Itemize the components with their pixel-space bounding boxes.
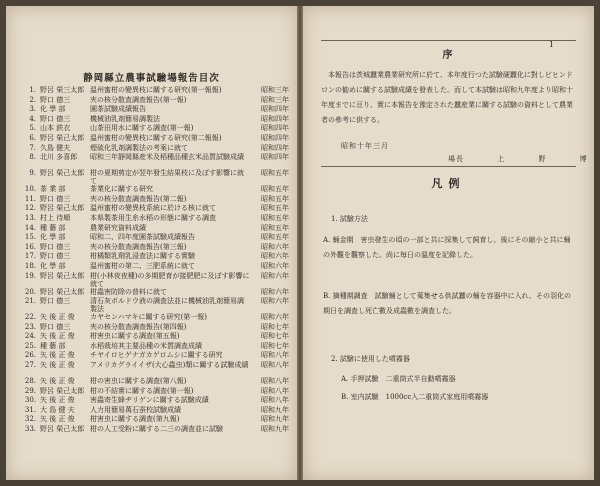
toc-year: 昭和五年	[261, 185, 289, 194]
toc-year: 昭和七年	[261, 322, 289, 331]
page-number: 1	[548, 40, 554, 49]
toc-row	[16, 297, 289, 313]
toc-number: 6.	[29, 133, 36, 142]
toc-title: カヤセンハマキに關する研究(第一報)	[90, 313, 207, 322]
toc-year: 昭和六年	[261, 271, 289, 280]
toc-number: 11.	[24, 194, 36, 203]
toc-number: 31.	[24, 405, 36, 414]
toc-year: 昭和七年	[261, 341, 289, 350]
toc-author: 野呂 榮己太郎	[40, 133, 85, 142]
toc-year: 昭和五年	[261, 169, 289, 178]
toc-author: 矢 後 正 俊	[40, 332, 75, 341]
toc-year: 昭和八年	[261, 361, 289, 370]
toc-year: 昭和四年	[261, 114, 289, 123]
toc-number: 27.	[24, 361, 36, 370]
legend-item: B. 摘種期調査 試驗蛹として蒐集せる供試蠶の蛹を容器中に入れ、その羽化の期日を調査し死亡數及成蟲數を調査した。	[323, 292, 572, 315]
toc-number: 1.	[29, 86, 36, 94]
toc-number: 13.	[24, 213, 36, 222]
toc-row	[16, 195, 289, 205]
toc-title: アメリカグライイザ(大心蟲虫)類に關する試驗成績	[90, 361, 249, 370]
toc-number: 10.	[24, 185, 36, 194]
toc-title: 山茶田用水に關する調査(第一報)	[90, 124, 194, 133]
toc-author: 種 藝 部	[40, 341, 66, 350]
toc-title: 水稻栽培其主要品種の米質調査成績	[90, 341, 202, 350]
toc-year: 昭和五年	[261, 213, 289, 222]
toc-title: 夾の核分散査調查報告(第二報)	[90, 194, 187, 203]
toc-row	[16, 252, 289, 262]
right-page	[303, 6, 594, 480]
toc-year: 昭和四年	[261, 153, 289, 162]
toc-title: 柑害虫に關する調査(第九報)	[90, 415, 180, 424]
toc-year: 昭和六年	[261, 242, 289, 251]
toc-title: 温州蜜柑の變異枝に關する研究(第一報報)	[90, 86, 222, 94]
toc-row	[16, 396, 289, 406]
toc-year: 昭和七年	[261, 332, 289, 341]
signature-name: 上 野 博	[497, 155, 588, 163]
toc-author: 村上 待順	[40, 213, 71, 222]
toc-title: 人力用簡易萬石蚕校試驗成績	[90, 405, 181, 414]
toc-author: 野呂 榮己太郎	[40, 425, 85, 434]
toc-year: 昭和四年	[261, 133, 289, 142]
toc-number: 7.	[29, 143, 36, 152]
toc-row	[16, 323, 289, 333]
toc-row	[16, 313, 289, 323]
toc-title: 清石灰ボルドウ液の調査法並に機械油乳剤簡易調製法	[90, 297, 244, 314]
signature-org: 場長	[448, 155, 464, 163]
toc-number: 9.	[29, 169, 36, 178]
toc-row	[16, 377, 289, 387]
toc-title: 柑蟲害防除の普料に就て	[90, 287, 167, 296]
toc-author: 野呂 榮己太郎	[40, 271, 85, 280]
toc-author: 野口 德三	[40, 242, 71, 251]
toc-author: 野口 德三	[40, 252, 71, 261]
toc-number: 3.	[29, 105, 36, 114]
toc-title: 煙硫化乳剤調製法の考案に就て	[90, 143, 188, 152]
toc-year: 昭和六年	[261, 261, 289, 270]
toc-number: 33.	[24, 425, 36, 434]
toc-title: 茶業化に關する研究	[90, 185, 153, 194]
toc-year: 昭和八年	[261, 396, 289, 405]
toc-title: 夾の核分散查調查報告(第四報)	[90, 322, 187, 331]
toc-number: 5.	[29, 124, 36, 133]
toc-row	[16, 262, 289, 272]
toc-title: 柑の害虫に關する調査(第八報)	[90, 377, 187, 386]
toc-author: 化 學 部	[40, 233, 66, 242]
toc-title: 柑橘類乳劑乳浸査法に關する實驗	[90, 252, 195, 261]
toc-title: 夾の核分散查調查報告(第三報)	[90, 242, 187, 251]
toc-row	[16, 204, 289, 214]
toc-row	[16, 288, 289, 298]
toc-author: 野口 德三	[40, 322, 71, 331]
toc-row	[16, 105, 289, 115]
toc-year: 昭和六年	[261, 313, 289, 322]
toc-author: 野口 德三	[40, 194, 71, 203]
toc-author: 山本 鉄衣	[40, 124, 71, 133]
toc-row	[16, 185, 289, 195]
toc-number: 29.	[24, 386, 36, 395]
toc-title: 昭和二、四年度園茶試驗成績報告	[90, 233, 195, 242]
legend-item: A. 手押試驗 二重筒式半自動噴霧器	[341, 375, 456, 383]
toc-title: チヤイロヒゲナガカゲロムシに關する研究	[90, 351, 223, 360]
toc-title: 温州蜜柑の變異枝系統に於ける核に就て	[90, 204, 216, 213]
toc-author: 野呂 榮己太郎	[40, 287, 85, 296]
toc-title: 本県製茶用生糸水稻の形態に關する調査	[90, 213, 216, 222]
toc-year: 昭和六年	[261, 297, 289, 306]
legend-heading: 凡例	[431, 177, 466, 190]
legend-item: 1. 試驗方法	[331, 215, 368, 223]
toc-number: 23.	[24, 322, 36, 331]
toc-number: 32.	[24, 415, 36, 424]
table-of-contents-title: 静岡縣立農事試驗場報告目次	[83, 73, 220, 84]
header-rule	[321, 40, 576, 41]
toc-row	[16, 214, 289, 224]
toc-row	[16, 86, 289, 96]
toc-author: 野口 德三	[40, 95, 71, 104]
toc-title: 昭和三年靜岡縣産米及稻種品種玄米品質試驗成績	[90, 153, 244, 162]
toc-author: 矢 後 正 俊	[40, 313, 75, 322]
toc-year: 昭和三年	[261, 95, 289, 104]
legend-item: A. 蛹金期 害虫發生の頃の一部と共に採集して飼育し、後にその縮小と共に蛹の外觀を觀察した。尚に毎日の溫度を記錄した。	[323, 236, 571, 259]
toc-title: 柑害虫に關する調査(第五報)	[90, 332, 180, 341]
toc-number: 4.	[29, 114, 36, 123]
toc-row	[16, 233, 289, 243]
toc-author: 大 島 健 夫	[40, 405, 75, 414]
toc-author: 野口 德三	[40, 114, 71, 123]
toc-year: 昭和五年	[261, 204, 289, 213]
toc-row	[16, 96, 289, 106]
legend-item: B. 室内試驗 1000cc入二重筒式家庭用噴霧器	[341, 393, 489, 401]
toc-number: 2.	[29, 95, 36, 104]
toc-title: 温州蜜柑の變異枝に關する研究(第二報報)	[90, 133, 222, 142]
toc-title: 害蟲寄生蜂ヂリゲンに關する試驗成績	[90, 396, 209, 405]
toc-number: 15.	[24, 233, 36, 242]
toc-number: 18.	[24, 261, 36, 270]
toc-row	[16, 144, 289, 154]
toc-author: 茶 業 部	[40, 185, 66, 194]
toc-title: 柑の人工受粉に關する二三の調査並に試驗	[90, 425, 223, 434]
toc-author: 化 學 部	[40, 261, 66, 270]
toc-row	[16, 425, 289, 435]
toc-row	[16, 342, 289, 352]
toc-number: 12.	[24, 204, 36, 213]
toc-author: 野呂 榮己太郎	[40, 204, 85, 213]
toc-row	[16, 415, 289, 425]
toc-author: 野呂 榮三太郎	[40, 86, 85, 94]
toc-number: 28.	[24, 377, 36, 386]
toc-row	[16, 115, 289, 125]
toc-title: 温州蜜柑の第二、三肥系統に就て	[90, 261, 195, 270]
toc-row	[16, 243, 289, 253]
toc-author: 矢 後 正 俊	[40, 361, 75, 370]
toc-year: 昭和九年	[261, 425, 289, 434]
toc-year: 昭和三年	[261, 86, 289, 94]
toc-number: 14.	[24, 223, 36, 232]
toc-year: 昭和四年	[261, 143, 289, 152]
toc-year: 昭和五年	[261, 223, 289, 232]
toc-year: 昭和五年	[261, 194, 289, 203]
toc-row	[16, 224, 289, 234]
preface-date: 昭和十年三月	[341, 142, 389, 150]
toc-year: 昭和九年	[261, 415, 289, 424]
toc-author: 種 藝 部	[40, 223, 66, 232]
toc-author: 野呂 榮己太郎	[40, 386, 85, 395]
toc-row	[16, 272, 289, 288]
toc-author: 野口 德三	[40, 297, 71, 306]
toc-number: 17.	[24, 252, 36, 261]
toc-title: 機械油乳剤簡易調製法	[90, 114, 160, 123]
toc-title: 園茶試驗成績報告	[90, 105, 146, 114]
toc-year: 昭和六年	[261, 287, 289, 296]
toc-row	[16, 134, 289, 144]
toc-number: 26.	[24, 351, 36, 360]
toc-author: 矢 後 正 俊	[40, 351, 75, 360]
toc-author: 矢 後 正 俊	[40, 377, 75, 386]
toc-title: 柑(小林夜夜種)の多期肥育が接肥肥に及ぼす影響に就て	[90, 271, 250, 288]
toc-number: 30.	[24, 396, 36, 405]
toc-author: 野呂 榮己太郎	[40, 169, 85, 178]
toc-author: 久島 健夫	[40, 143, 71, 152]
section-rule	[321, 166, 576, 167]
toc-title: 夾の核分散査調查報告(第一報)	[90, 95, 187, 104]
toc-number: 20.	[24, 287, 36, 296]
toc-title: 柑の不結實に關する調査(第一報)	[90, 386, 194, 395]
toc-number: 8.	[29, 153, 36, 162]
toc-row	[16, 406, 289, 416]
toc-row	[16, 361, 289, 377]
toc-year: 昭和五年	[261, 233, 289, 242]
preface-signature	[448, 154, 588, 164]
toc-number: 21.	[24, 297, 36, 306]
toc-year: 昭和八年	[261, 377, 289, 386]
toc-author: 矢 後 正 俊	[40, 396, 75, 405]
toc-author: 化 學 部	[40, 105, 66, 114]
toc-year: 昭和八年	[261, 386, 289, 395]
toc-year: 昭和四年	[261, 124, 289, 133]
toc-row	[16, 332, 289, 342]
toc-title: 農業研究資料成績	[90, 223, 146, 232]
preface-text: 本報告は茨城蠶業農業研究所に於て、本年度行つた試驗硬蠶化に對しビヒンドロンの勧めに關する試驗成績を發表した。而して本試驗は昭和九年度より昭和十年度までに亘り、實に本報告を豫定された蠶産業に關する試驗の資料として農業者の參考に供する。	[321, 71, 573, 124]
toc-number: 19.	[24, 271, 36, 280]
toc-year: 昭和六年	[261, 252, 289, 261]
table-of-contents	[16, 86, 289, 435]
toc-number: 16.	[24, 242, 36, 251]
legend-item: 2. 試驗に使用した噴霧器	[331, 355, 410, 363]
toc-author: 矢 後 正 俊	[40, 415, 75, 424]
toc-row	[16, 351, 289, 361]
toc-row	[16, 387, 289, 397]
toc-number: 25.	[24, 341, 36, 350]
toc-title: 柑の夏期剪定が翌年發生結果枝に及ぼす影響に就て	[90, 169, 244, 186]
toc-author: 北川 多喜郎	[40, 153, 78, 162]
toc-row	[16, 153, 289, 169]
toc-year: 昭和九年	[261, 405, 289, 414]
preface-heading: 序	[442, 50, 455, 61]
toc-year: 昭和四年	[261, 105, 289, 114]
toc-row	[16, 124, 289, 134]
toc-year: 昭和八年	[261, 351, 289, 360]
left-page	[6, 6, 297, 480]
toc-number: 22.	[24, 313, 36, 322]
toc-number: 24.	[24, 332, 36, 341]
toc-row	[16, 169, 289, 185]
